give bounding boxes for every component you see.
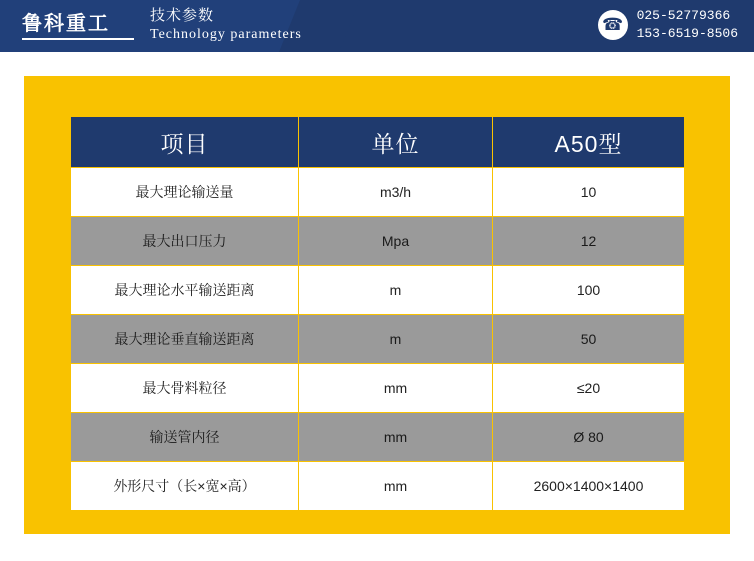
cell-unit: m [299, 315, 493, 364]
table-row [71, 266, 685, 315]
phone-numbers [637, 7, 738, 43]
table-header-row [71, 117, 685, 168]
table-row [71, 364, 685, 413]
cell-unit: mm [299, 364, 493, 413]
page-header [0, 0, 754, 52]
page-title-english: Technology parameters [150, 27, 302, 42]
column-header-item: 项目 [71, 117, 299, 168]
table-row [71, 462, 685, 511]
column-header-unit: 单位 [299, 117, 493, 168]
cell-item: 外形尺寸（长×宽×高） [71, 462, 299, 511]
table-row [71, 217, 685, 266]
cell-unit: mm [299, 413, 493, 462]
cell-value: 10 [493, 168, 685, 217]
brand-underline [22, 38, 134, 40]
spec-table-body [71, 168, 685, 511]
spec-table-container [70, 116, 684, 494]
cell-item: 最大骨料粒径 [71, 364, 299, 413]
cell-unit: Mpa [299, 217, 493, 266]
column-header-model: A50型 [493, 117, 685, 168]
cell-value: 2600×1400×1400 [493, 462, 685, 511]
cell-unit: m3/h [299, 168, 493, 217]
cell-value: 12 [493, 217, 685, 266]
cell-item: 输送管内径 [71, 413, 299, 462]
cell-item: 最大理论输送量 [71, 168, 299, 217]
spec-table-header [71, 117, 685, 168]
cell-item: 最大出口压力 [71, 217, 299, 266]
table-row [71, 315, 685, 364]
page-title-chinese: 技术参数 [150, 7, 215, 24]
cell-value: Ø 80 [493, 413, 685, 462]
phone-number-secondary: 153-6519-8506 [636, 26, 738, 41]
cell-value: 100 [493, 266, 685, 315]
spec-table [70, 116, 685, 511]
table-row [71, 168, 685, 217]
telephone-icon: ☎ [598, 10, 628, 40]
cell-value: ≤20 [493, 364, 685, 413]
cell-item: 最大理论垂直输送距离 [71, 315, 299, 364]
phone-number-primary: 025-52779366 [636, 8, 731, 23]
cell-item: 最大理论水平输送距离 [71, 266, 299, 315]
cell-unit: mm [299, 462, 493, 511]
cell-unit: m [299, 266, 493, 315]
company-brand: 鲁科重工 [22, 13, 110, 35]
cell-value: 50 [493, 315, 685, 364]
table-row [71, 413, 685, 462]
contact-block [598, 7, 738, 43]
